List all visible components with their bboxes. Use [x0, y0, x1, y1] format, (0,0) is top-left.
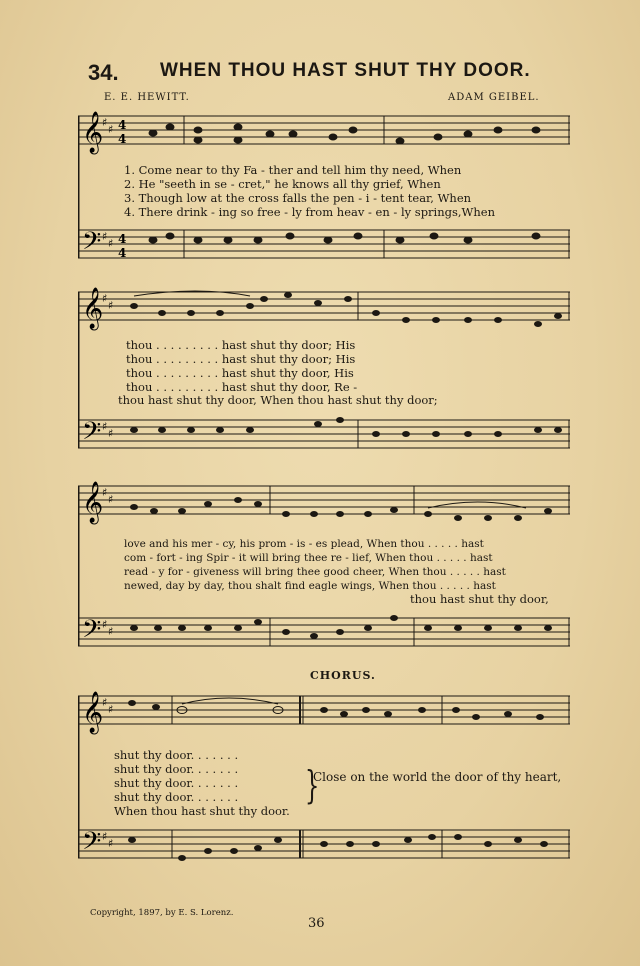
bass-lyric-b: thou hast shut thy door, When thou hast shut thy door; — [118, 393, 438, 407]
verse-1-line-c: love and his mer - cy, his prom - is - es plead, When thou . . . . . hast — [124, 538, 484, 550]
svg-text:♯: ♯ — [108, 427, 114, 440]
hymn-author: E. E. HEWITT. — [104, 92, 190, 103]
verse-4-line-c: newed, day by day, thou shalt find eagle wings, When thou . . . . . hast — [124, 580, 496, 592]
svg-text:♯: ♯ — [102, 230, 108, 243]
svg-text:♯: ♯ — [108, 493, 114, 506]
chorus-line-5: When thou hast shut thy door. — [114, 804, 290, 818]
chorus-line-2: shut thy door. . . . . . . — [114, 762, 239, 776]
svg-text:♯: ♯ — [108, 837, 114, 850]
music-system-2 — [78, 284, 570, 464]
music-system-1 — [78, 108, 570, 278]
svg-text:4: 4 — [118, 132, 127, 146]
svg-text:♯: ♯ — [108, 299, 114, 312]
svg-text:4: 4 — [118, 232, 127, 246]
svg-text:♯: ♯ — [102, 618, 108, 631]
verse-2-line-c: com - fort - ing Spir - it will bring thee re - lief, When thou . . . . . hast — [124, 552, 493, 564]
svg-text:4: 4 — [118, 118, 127, 132]
bass-lyric-c: thou hast shut thy door, — [410, 592, 549, 606]
chorus-label: CHORUS. — [310, 669, 376, 682]
hymn-title: WHEN THOU HAST SHUT THY DOOR. — [160, 60, 531, 81]
svg-text:♯: ♯ — [102, 420, 108, 433]
music-system-3 — [78, 478, 570, 668]
svg-text:♯: ♯ — [102, 830, 108, 843]
brace-icon: } — [304, 763, 320, 807]
chorus-line-4: shut thy door. . . . . . . — [114, 790, 239, 804]
svg-text:♯: ♯ — [102, 116, 108, 129]
bass-clef-icon: 𝄢 — [82, 227, 102, 262]
chorus-text: Close on the world the door of thy heart, — [313, 770, 562, 784]
verse-3-line-b: thou . . . . . . . . . hast shut thy door, His — [126, 366, 354, 380]
svg-text:♯: ♯ — [102, 696, 108, 709]
verse-4-line-a: 4. There drink - ing so free - ly from heav - en - ly springs,When — [124, 205, 495, 219]
treble-clef-icon: 𝄞 — [82, 112, 104, 153]
svg-text:𝄞: 𝄞 — [82, 692, 104, 733]
svg-text:♯: ♯ — [102, 486, 108, 499]
hymn-composer: ADAM GEIBEL. — [448, 92, 540, 103]
verse-1-line-b: thou . . . . . . . . . hast shut thy door; His — [126, 338, 356, 352]
svg-text:4: 4 — [118, 246, 127, 260]
verse-3-line-a: 3. Though low at the cross falls the pen - i - tent tear, When — [124, 191, 472, 205]
svg-text:♯: ♯ — [108, 123, 114, 136]
svg-text:𝄞: 𝄞 — [82, 482, 104, 523]
svg-text:𝄢: 𝄢 — [82, 827, 102, 862]
music-system-4 — [78, 688, 570, 898]
verse-4-line-b: thou . . . . . . . . . hast shut thy door, Re - — [126, 380, 358, 394]
svg-text:𝄞: 𝄞 — [82, 288, 104, 329]
copyright-notice: Copyright, 1897, by E. S. Lorenz. — [90, 908, 234, 918]
svg-text:♯: ♯ — [108, 237, 114, 250]
chorus-line-1: shut thy door. . . . . . . — [114, 748, 239, 762]
svg-text:♯: ♯ — [102, 292, 108, 305]
chorus-line-3: shut thy door. . . . . . . — [114, 776, 239, 790]
svg-text:𝄢: 𝄢 — [82, 615, 102, 650]
verse-2-line-b: thou . . . . . . . . . hast shut thy door; His — [126, 352, 356, 366]
hymn-number: 34. — [88, 60, 119, 85]
svg-text:♯: ♯ — [108, 703, 114, 716]
verse-1-line-a: 1. Come near to thy Fa - ther and tell him thy need, When — [124, 163, 462, 177]
verse-3-line-c: read - y for - giveness will bring thee good cheer, When thou . . . . . hast — [124, 566, 506, 578]
svg-text:𝄢: 𝄢 — [82, 417, 102, 452]
page-number: 36 — [308, 916, 325, 931]
svg-text:♯: ♯ — [108, 625, 114, 638]
verse-2-line-a: 2. He "seeth in se - cret," he knows all thy grief, When — [124, 177, 441, 191]
